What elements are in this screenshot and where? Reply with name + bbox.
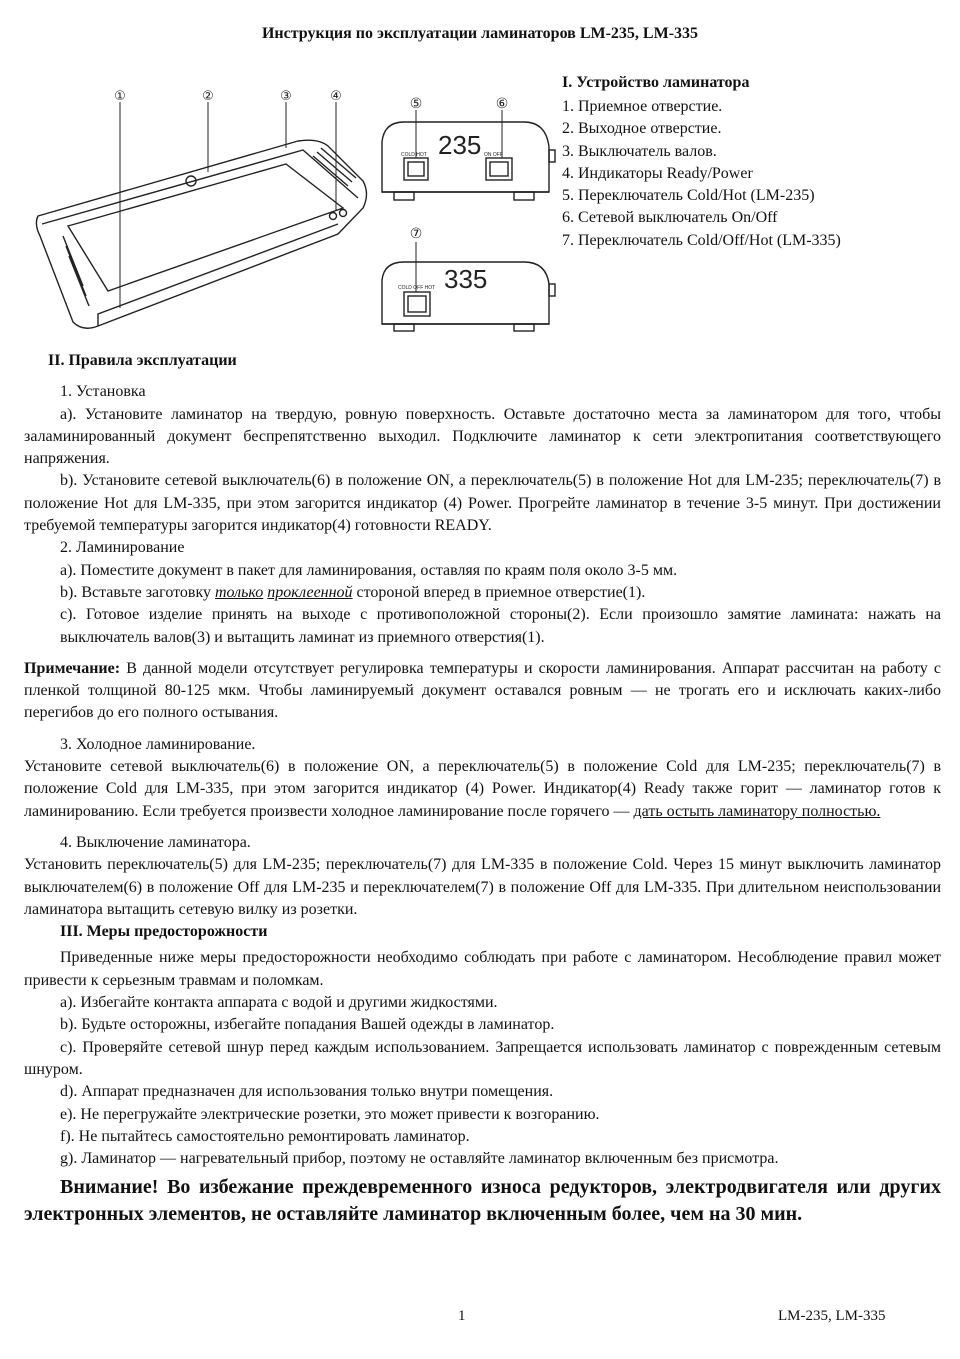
document-title: Инструкция по эксплуатации ламинаторов LM-235, LM-335 [261, 25, 699, 42]
page-number: 1 [458, 1308, 466, 1324]
rules-heading: II. Правила эксплуатации [48, 352, 237, 369]
cold-underlined: дать остыть ламинатору полностью. [633, 802, 881, 820]
note-label: Примечание: [24, 659, 121, 677]
instructions-body [24, 350, 941, 1228]
laminating-step-b [24, 582, 941, 604]
lm235-switch-right-label: ON OFF [484, 152, 503, 158]
emphasis-only: только [214, 583, 264, 601]
laminating-step-a: a). Поместите документ в пакет для ламинирования, оставляя по краям поля около 3-5 мм. [60, 561, 678, 579]
emphasis-glued: проклеенной [267, 583, 353, 601]
install-step-a: a). Установите ламинатор на твердую, ровную поверхность. Оставьте достаточно места за ламинатором для того, чтобы заламинированный документ беспрепятственно выходил. Подключите ламинатор к сети электропитания соответствующего напряжения. [24, 405, 941, 468]
warning-text: Внимание! Во избежание преждевременного износа редукторов, электродвигателя или других электронных элементов, не оставляйте ламинатор включенным более, чем на 30 мин. [24, 1176, 941, 1226]
callout-5-label: ⑤ [409, 95, 423, 111]
safety-item: b). Будьте осторожны, избегайте попадания Вашей одежды в ламинатор. [60, 1016, 555, 1034]
callout-1-label: ① [114, 88, 126, 103]
safety-intro: Приведенные ниже меры предосторожности необходимо соблюдать при работе с ламинатором. Несоблюдение правил может привести к серьезным травмам и поломкам. [24, 949, 941, 989]
callout-6-label: ⑥ [495, 95, 509, 111]
device-section [562, 74, 952, 252]
device-heading: I. Устройство ламинатора [562, 74, 750, 91]
cold-title: 3. Холодное ламинирование. [60, 735, 256, 753]
off-title: 4. Выключение ламинатора. [60, 833, 251, 851]
laminating-step-c: c). Готовое изделие принять на выходе с противоположной стороны(2). Если произошло замятие ламината: нажать на выключатель валов(3) и вытащить ламинат из приемного отверстия(1). [60, 606, 941, 646]
list-item: 5. Переключатель Cold/Hot (LM-235) [562, 187, 815, 205]
safety-item: d). Аппарат предназначен для использования только внутри помещения. [60, 1083, 554, 1101]
list-item: 1. Приемное отверстие. [562, 98, 723, 115]
install-step-b: b). Установите сетевой выключатель(6) в положение ON, а переключатель(5) в положение Hot для LM-235; переключатель(7) в положение Hot для LM-335, при этом загорится индикатор (4) Power. Прогрейте ламинатор в течение 3-5 минут. При достижении требуемой температуры загорится индикатор(4) готовности READY. [24, 472, 942, 535]
laminator-illustration [28, 86, 373, 336]
safety-item: f). Не пытайтесь самостоятельно ремонтировать ламинатор. [60, 1127, 470, 1145]
lm335-display: 335 [444, 264, 488, 294]
device-parts-list [562, 96, 952, 252]
lm235-switch-left-label: COLD HOT [401, 152, 427, 158]
lm235-display: 235 [438, 130, 482, 160]
list-item: 7. Переключатель Cold/Off/Hot (LM-335) [562, 231, 841, 249]
list-item: 2. Выходное отверстие. [562, 120, 722, 138]
callout-3-label: ③ [280, 88, 292, 103]
off-text: Установить переключатель(5) для LM-235; переключатель(7) для LM-335 в положение Cold. Через 15 минут выключить ламинатор выключателем(6) в положение Off для LM-235 и переключателем(7) в положение Off для LM-335. При длительном неиспользовании ламинатора вытащить сетевую вилку из розетки. [24, 856, 942, 918]
callout-4-label: ④ [330, 88, 342, 103]
list-item: 4. Индикаторы Ready/Power [562, 164, 753, 182]
install-title: 1. Установка [60, 383, 146, 401]
note-text: В данной модели отсутствует регулировка температуры и скорости ламинирования. Аппарат рассчитан на работу с пленкой толщиной 80-125 мкм. Чтобы ламинируемый документ оставался ровным — не трогать его и исключать каких-либо перегибов до его полного остывания. [24, 659, 941, 722]
laminating-step-b-text: b). Вставьте заготовку [60, 583, 215, 601]
list-item: 6. Сетевой выключатель On/Off [562, 209, 778, 227]
callout-7-label: ⑦ [409, 225, 423, 241]
safety-item: g). Ламинатор — нагревательный прибор, поэтому не оставляйте ламинатор включенным без присмотра. [60, 1150, 779, 1168]
footer-model: LM-235, LM-335 [778, 1308, 886, 1324]
safety-item: e). Не перегружайте электрические розетки, это может привести к возгоранию. [60, 1105, 600, 1123]
laminating-title: 2. Ламинирование [60, 539, 185, 557]
safety-heading: III. Меры предосторожности [60, 923, 268, 941]
laminating-step-b-end: стороной вперед в приемное отверстие(1). [352, 583, 646, 601]
lm335-switch-label: COLD OFF HOT [398, 285, 436, 291]
callout-2-label: ② [202, 88, 214, 103]
lm335-panel-illustration [374, 222, 560, 334]
cold-text: Установите сетевой выключатель(6) в положение ON, а переключатель(5) в положение Cold для LM-235; переключатель(7) в положение Cold для LM-335, при этом загорится индикатор (4) Power. Индикатор(4) Ready также горит — ламинатор готов к ламинированию. Если требуется произвести холодное ламинирование после горячего — [24, 758, 941, 820]
list-item: 3. Выключатель валов. [562, 142, 717, 160]
cold-text-paragraph [24, 756, 941, 823]
note-paragraph [24, 658, 941, 725]
safety-item: a). Избегайте контакта аппарата с водой и другими жидкостями. [60, 994, 498, 1012]
safety-item: c). Проверяйте сетевой шнур перед каждым использованием. Запрещается использовать ламинатор с поврежденным сетевым шнуром. [24, 1038, 941, 1078]
lm235-panel-illustration [374, 92, 560, 206]
